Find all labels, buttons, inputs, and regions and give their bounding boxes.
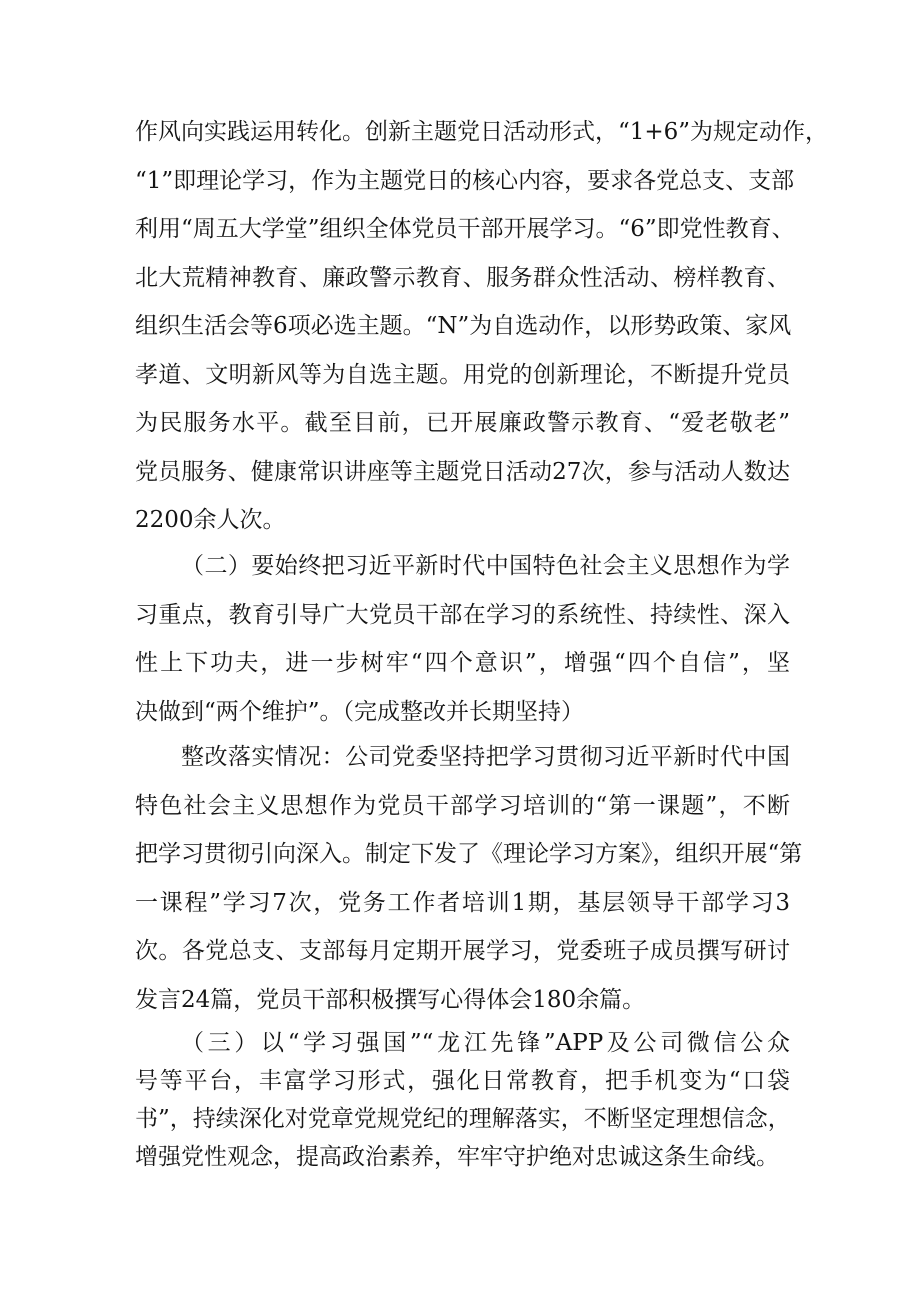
text-line: （二）要始终把习近平新时代中国特色社会主义思想作为学 <box>181 553 790 579</box>
text-line: 增强党性观念，提高政治素养，牢牢守护绝对忠诚这条生命线。 <box>135 1144 779 1170</box>
paragraph-item-three <box>135 1024 790 1176</box>
text-line: 利用“周五大学堂”组织全体党员干部开展学习。“6”即党性教育、 <box>135 216 795 242</box>
text-line: 性上下功夫，进一步树牢“四个意识”，增强“四个自信”，坚 <box>135 650 790 676</box>
text-line: 2200余人次。 <box>135 507 286 533</box>
text-line: 书”，持续深化对党章党规党纪的理解落实，不断坚定理想信念， <box>135 1106 791 1132</box>
text-line: 作风向实践运用转化。创新主题党日活动形式，“1+6”为规定动作， <box>135 119 829 145</box>
text-line: 一课程”学习7次，党务工作者培训1期，基层领导干部学习3 <box>135 889 790 916</box>
text-line: 特色社会主义思想作为党员干部学习培训的“第一课题”，不断 <box>135 792 790 819</box>
text-line: “1”即理论学习，作为主题党日的核心内容，要求各党总支、支部 <box>135 167 795 194</box>
text-line: 把学习贯彻引向深入。制定下发了《理论学习方案》，组织开展“第 <box>135 841 803 867</box>
paragraph-item-two <box>135 542 790 736</box>
text-line: 孝道、文明新风等为自选主题。用党的创新理论，不断提升党员 <box>135 361 790 388</box>
text-line: 决做到“两个维护”。（完成整改并长期坚持） <box>135 698 585 725</box>
text-line: 党员服务、健康常识讲座等主题党日活动27次，参与活动人数达 <box>135 458 790 485</box>
text-line: 习重点，教育引导广大党员干部在学习的系统性、持续性、深入 <box>135 601 790 628</box>
paragraph-rectification-status <box>135 733 803 1024</box>
text-line: 北大荒精神教育、廉政警示教育、服务群众性活动、榜样教育、 <box>135 264 790 291</box>
text-line: （三）以“学习强国”“龙江先锋”APP及公司微信公众 <box>181 1030 790 1056</box>
text-line: 组织生活会等6项必选主题。“N”为自选动作，以形势政策、家风 <box>135 313 792 339</box>
text-line: 号等平台，丰富学习形式，强化日常教育，把手机变为“口袋 <box>135 1068 790 1094</box>
text-line: 整改落实情况：公司党委坚持把学习贯彻习近平新时代中国 <box>181 744 790 770</box>
text-line: 发言24篇，党员干部积极撰写心得体会180余篇。 <box>135 986 646 1013</box>
text-line: 次。各党总支、支部每月定期开展学习，党委班子成员撰写研讨 <box>135 938 790 964</box>
paragraph-theme-party-day <box>135 108 829 545</box>
text-line: 为民服务水平。截至目前，已开展廉政警示教育、“爱老敬老” <box>135 410 790 436</box>
